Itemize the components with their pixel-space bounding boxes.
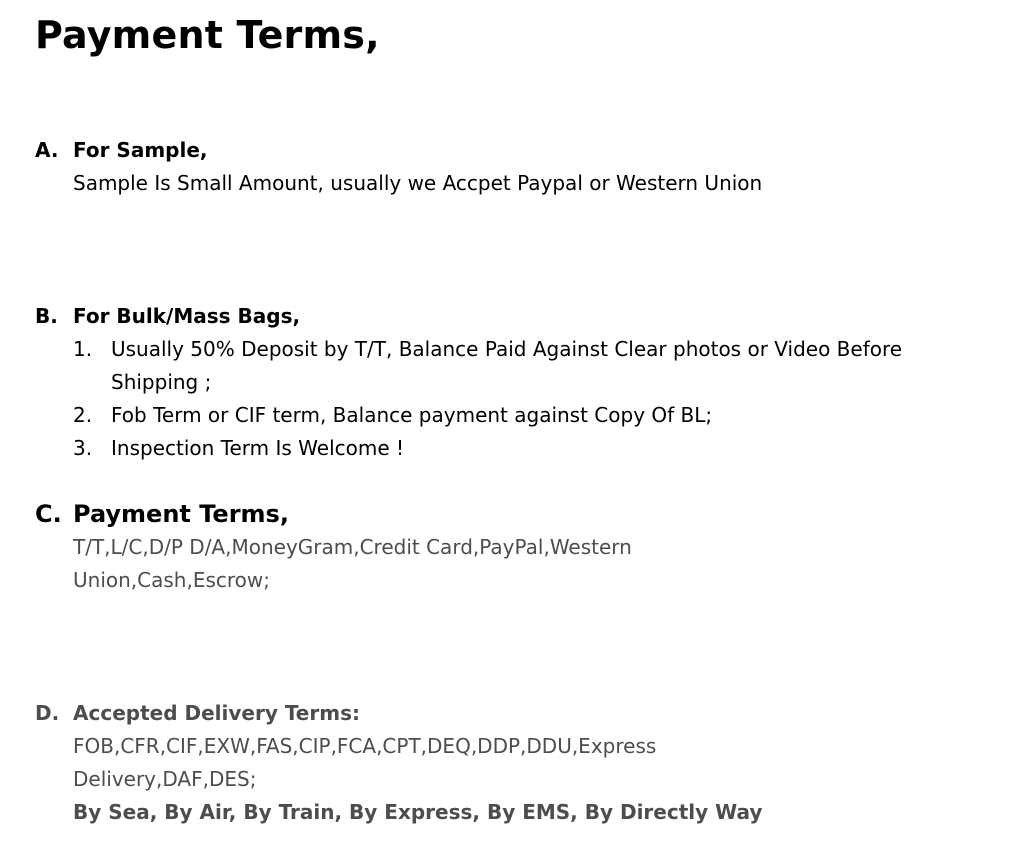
section-sample <box>35 134 995 200</box>
section-title: Payment Terms, <box>73 500 289 528</box>
section-bulk <box>35 300 995 465</box>
section-letter: C. <box>35 500 62 528</box>
section-body: T/T,L/C,D/P D/A,MoneyGram,Credit Card,PayPal,Western Union,Cash,Escrow; <box>73 535 632 592</box>
section-header <box>35 498 995 531</box>
section-letter: A. <box>35 138 59 162</box>
list-item-text: Inspection Term Is Welcome ! <box>111 436 405 460</box>
section-header <box>35 134 995 167</box>
list-item-number: 1. <box>73 337 93 361</box>
section-body: FOB,CFR,CIF,EXW,FAS,CIP,FCA,CPT,DEQ,DDP,DDU,Express Delivery,DAF,DES; <box>73 734 657 791</box>
section-payment-terms <box>35 498 995 597</box>
list-item <box>73 333 995 399</box>
section-header <box>35 697 995 730</box>
section-header <box>35 300 995 333</box>
bulk-terms-list <box>73 333 995 465</box>
section-title: For Bulk/Mass Bags, <box>73 304 301 328</box>
section-letter: B. <box>35 304 58 328</box>
section-title: For Sample, <box>73 138 208 162</box>
list-item <box>73 432 995 465</box>
list-item <box>73 399 995 432</box>
section-delivery-terms <box>35 697 995 829</box>
list-item-number: 3. <box>73 436 93 460</box>
section-body: Sample Is Small Amount, usually we Accpet Paypal or Western Union <box>73 171 763 195</box>
list-item-text: Fob Term or CIF term, Balance payment against Copy Of BL; <box>111 403 713 427</box>
section-title: Accepted Delivery Terms: <box>73 701 360 725</box>
page-title: Payment Terms, <box>35 13 380 57</box>
list-item-text: Usually 50% Deposit by T/T, Balance Paid Against Clear photos or Video Before Shipping ; <box>111 337 903 394</box>
section-letter: D. <box>35 701 60 725</box>
list-item-number: 2. <box>73 403 93 427</box>
transport-methods: By Sea, By Air, By Train, By Express, By EMS, By Directly Way <box>73 800 763 824</box>
